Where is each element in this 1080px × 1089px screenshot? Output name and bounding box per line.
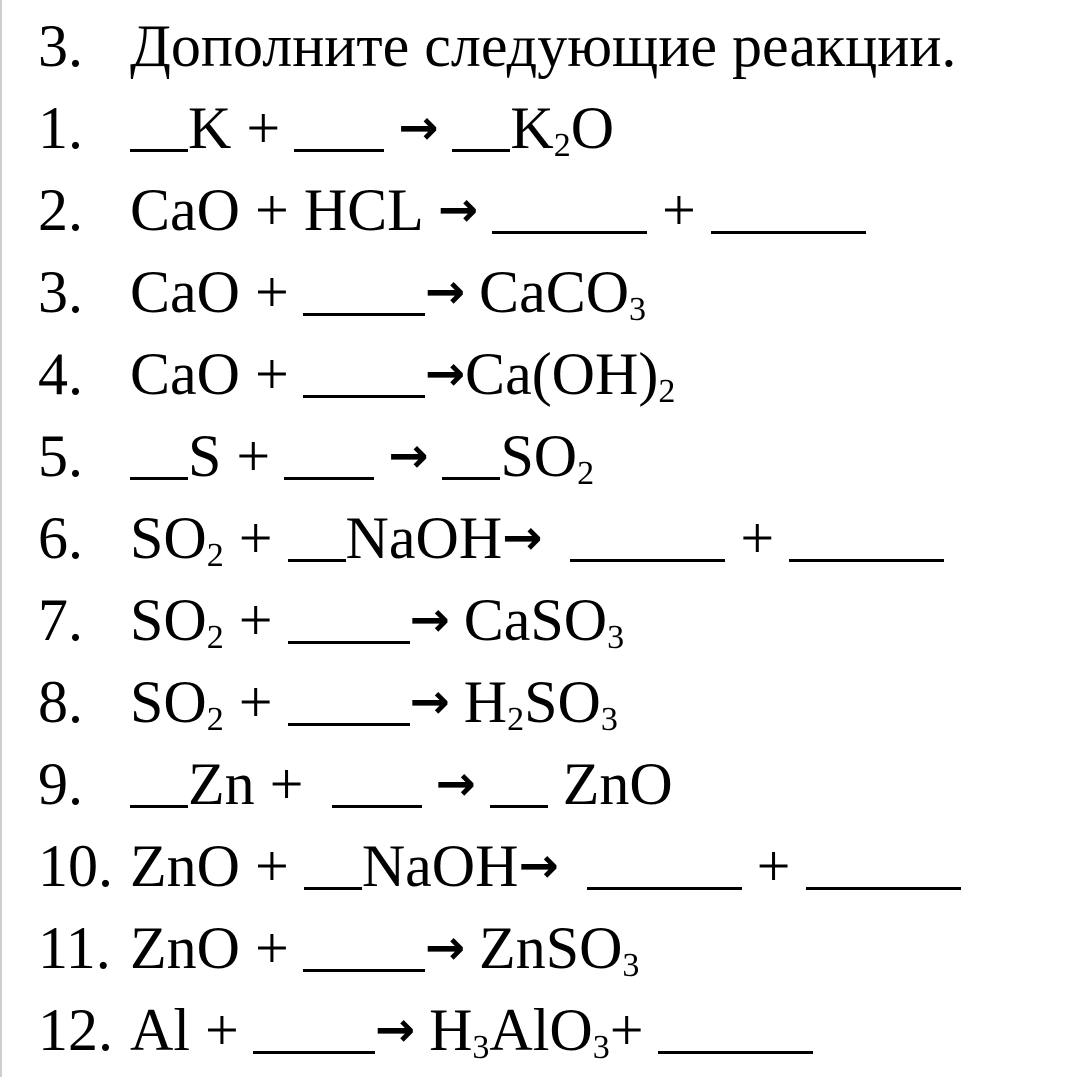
- reaction-row-7: [38, 579, 624, 661]
- formula: CaCO: [479, 259, 630, 325]
- blank-product: [492, 183, 647, 234]
- formula: SO: [500, 423, 578, 489]
- subscript: 2: [553, 127, 571, 164]
- reaction-row-9: [38, 743, 673, 825]
- row-number: 11.: [38, 915, 111, 981]
- formula: S: [188, 423, 222, 489]
- blank-coefficient: [304, 839, 362, 890]
- row-number: 4.: [38, 341, 83, 407]
- blank-reactant: [288, 675, 410, 726]
- subscript: 2: [206, 537, 224, 574]
- blank-product: [658, 1003, 813, 1054]
- plus-sign: +: [740, 505, 775, 571]
- formula: CaSO: [463, 587, 608, 653]
- reaction-row-12: [38, 989, 813, 1071]
- blank-reactant: [332, 757, 422, 808]
- formula: CaO +: [130, 259, 289, 325]
- formula: ZnO +: [130, 833, 289, 899]
- plus-sign: +: [246, 95, 281, 161]
- reaction-row-11: [38, 907, 639, 989]
- right-arrow-icon: →: [502, 510, 543, 566]
- subscript: 3: [629, 291, 647, 328]
- plus-sign: +: [238, 669, 273, 735]
- reaction-row-3: [38, 251, 646, 333]
- subscript: 2: [507, 701, 525, 738]
- right-arrow-icon: →: [388, 428, 429, 484]
- subscript: 3: [472, 1029, 490, 1066]
- plus-sign: +: [236, 423, 271, 489]
- formula: SO: [524, 669, 601, 735]
- formula: SO: [130, 505, 207, 571]
- formula: H: [463, 669, 508, 735]
- right-arrow-icon: →: [409, 674, 450, 730]
- blank-product: [587, 839, 742, 890]
- formula: AlO: [489, 997, 593, 1063]
- right-arrow-icon: →: [374, 1002, 416, 1058]
- right-arrow-icon: →: [424, 264, 466, 320]
- heading-text: Дополните следующие реакции.: [130, 13, 957, 79]
- formula: CaO +: [130, 341, 289, 407]
- reaction-row-2: [38, 169, 866, 251]
- blank-coefficient: [130, 101, 188, 152]
- blank-product: [806, 839, 961, 890]
- blank-coefficient: [130, 429, 188, 480]
- reaction-row-6: [38, 497, 944, 579]
- formula: Zn: [188, 751, 255, 817]
- plus-sign: +: [609, 997, 644, 1063]
- right-arrow-icon: →: [518, 838, 559, 894]
- plus-sign: +: [662, 177, 696, 243]
- formula: ZnSO: [479, 915, 623, 981]
- subscript: 2: [658, 373, 676, 410]
- heading-line: [38, 5, 956, 87]
- reaction-row-8: [38, 661, 618, 743]
- formula: H: [429, 997, 473, 1063]
- row-number: 10.: [38, 833, 113, 899]
- subscript: 3: [600, 701, 618, 738]
- right-arrow-icon: →: [424, 920, 466, 976]
- reaction-row-1: [38, 87, 614, 169]
- formula: Ca(OH): [465, 341, 659, 407]
- row-number: 1.: [38, 95, 83, 161]
- formula: CaO + HCL: [130, 177, 424, 243]
- subscript: 2: [206, 619, 224, 656]
- plus-sign: +: [756, 833, 791, 899]
- blank-coefficient: [452, 101, 510, 152]
- formula: NaOH: [361, 833, 519, 899]
- right-arrow-icon: →: [435, 756, 476, 812]
- blank-reactant: [303, 265, 425, 316]
- formula: NaOH: [345, 505, 503, 571]
- reaction-row-4: [38, 333, 675, 415]
- right-arrow-icon: →: [424, 346, 466, 402]
- blank-coefficient: [490, 757, 548, 808]
- blank-reactant: [253, 1003, 375, 1054]
- row-number: 8.: [38, 669, 83, 735]
- subscript: 3: [607, 619, 625, 656]
- formula: K: [510, 95, 554, 161]
- blank-reactant: [303, 347, 425, 398]
- row-number: 9.: [38, 751, 83, 817]
- formula: ZnO: [562, 751, 673, 817]
- row-number: 2.: [38, 177, 83, 243]
- subscript: 2: [206, 701, 224, 738]
- subscript: 3: [622, 947, 640, 984]
- blank-coefficient: [442, 429, 500, 480]
- blank-product: [711, 183, 866, 234]
- heading-number: 3.: [38, 13, 83, 79]
- row-number: 6.: [38, 505, 83, 571]
- blank-coefficient: [130, 757, 188, 808]
- plus-sign: +: [269, 751, 304, 817]
- blank-coefficient: [288, 511, 346, 562]
- formula: O: [570, 95, 615, 161]
- right-arrow-icon: →: [409, 592, 450, 648]
- blank-reactant: [284, 429, 374, 480]
- formula: Al +: [130, 997, 239, 1063]
- formula: SO: [130, 587, 207, 653]
- formula: K: [188, 95, 232, 161]
- left-edge-divider: [0, 0, 2, 1077]
- reaction-row-5: [38, 415, 594, 497]
- formula: ZnO +: [130, 915, 289, 981]
- blank-product: [570, 511, 725, 562]
- reaction-row-10: [38, 825, 961, 907]
- plus-sign: +: [238, 505, 273, 571]
- subscript: 2: [577, 455, 595, 492]
- row-number: 5.: [38, 423, 83, 489]
- row-number: 3.: [38, 259, 83, 325]
- blank-product: [789, 511, 944, 562]
- subscript: 3: [592, 1029, 610, 1066]
- right-arrow-icon: →: [437, 182, 479, 238]
- formula: SO: [130, 669, 207, 735]
- blank-reactant: [294, 101, 384, 152]
- blank-reactant: [288, 593, 410, 644]
- right-arrow-icon: →: [398, 100, 439, 156]
- row-number: 12.: [38, 997, 113, 1063]
- blank-reactant: [303, 921, 425, 972]
- row-number: 7.: [38, 587, 83, 653]
- plus-sign: +: [238, 587, 273, 653]
